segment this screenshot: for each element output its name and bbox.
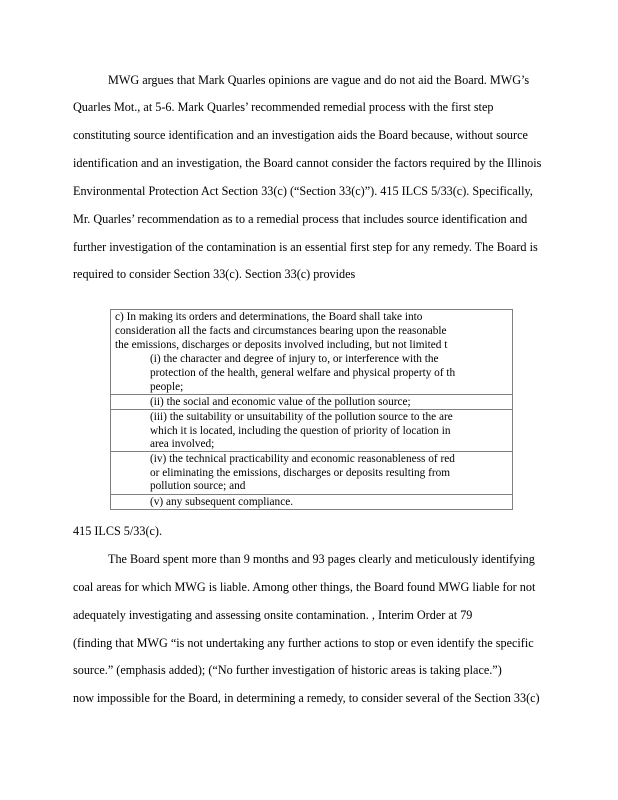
quote-item-line: (iii) the suitability or unsuitability of the pollution source to the are xyxy=(150,411,453,423)
quote-item-line: people; xyxy=(150,381,184,393)
quote-intro-line: c) In making its orders and determinations, the Board shall take into xyxy=(115,311,423,323)
paragraph1-line: further investigation of the contamination is an essential first step for any remedy. The Board is xyxy=(73,240,538,254)
quote-item-line: or eliminating the emissions, discharges or deposits resulting from xyxy=(150,467,451,479)
quote-item-i-row xyxy=(111,352,513,395)
quote-item-iii-row xyxy=(111,410,513,452)
quote-intro-line: consideration all the facts and circumstances bearing upon the reasonable xyxy=(115,325,447,337)
paragraph1-line: Quarles Mot., at 5-6. Mark Quarles’ recommended remedial process with the first step xyxy=(73,100,494,114)
paragraph2-line: The Board spent more than 9 months and 93 pages clearly and meticulously identifying xyxy=(108,552,535,566)
paragraph2-line: now impossible for the Board, in determining a remedy, to consider several of the Section 33(c) xyxy=(73,691,540,705)
quote-item-line: which it is located, including the question of priority of location in xyxy=(150,425,451,437)
paragraph1-line: Environmental Protection Act Section 33(c) (“Section 33(c)”). 415 ILCS 5/33(c). Specifically, xyxy=(73,184,533,198)
paragraph2-line: source.” (emphasis added); (“No further investigation of historic areas is taking place.”) xyxy=(73,663,502,677)
quote-item-line: (iv) the technical practicability and economic reasonableness of red xyxy=(150,453,455,465)
statute-quote-table xyxy=(110,309,513,510)
quote-item-line: protection of the health, general welfare and physical property of th xyxy=(150,367,456,379)
quote-item-v-row xyxy=(111,495,513,510)
paragraph1-line: MWG argues that Mark Quarles opinions are vague and do not aid the Board. MWG’s xyxy=(108,73,530,87)
paragraph1-line: identification and an investigation, the Board cannot consider the factors required by the Illinois xyxy=(73,156,542,170)
paragraph2-line: adequately investigating and assessing onsite contamination. , Interim Order at 79 xyxy=(73,608,473,622)
paragraph1-line: required to consider Section 33(c). Section 33(c) provides xyxy=(73,267,356,281)
quote-item-line: area involved; xyxy=(150,438,215,450)
quote-item-line: (ii) the social and economic value of the pollution source; xyxy=(150,396,411,408)
quote-intro-line: the emissions, discharges or deposits involved including, but not limited t xyxy=(115,339,448,351)
paragraph1-line: constituting source identification and an investigation aids the Board because, without source xyxy=(73,128,528,142)
quote-intro-row xyxy=(111,310,513,356)
paragraph1-line: Mr. Quarles’ recommendation as to a remedial process that includes source identification and xyxy=(73,212,528,226)
paragraph2-line: (finding that MWG “is not undertaking any further actions to stop or even identify the specific xyxy=(73,636,534,650)
paragraph2-line: coal areas for which MWG is liable. Among other things, the Board found MWG liable for not xyxy=(73,580,536,594)
quote-item-iv-row xyxy=(111,452,513,495)
quote-item-ii-row xyxy=(111,395,513,410)
quote-item-line: (v) any subsequent compliance. xyxy=(150,496,294,508)
quote-item-line: (i) the character and degree of injury to, or interference with the xyxy=(150,353,439,365)
quote-item-line: pollution source; and xyxy=(150,480,246,492)
citation: 415 ILCS 5/33(c). xyxy=(73,524,163,538)
